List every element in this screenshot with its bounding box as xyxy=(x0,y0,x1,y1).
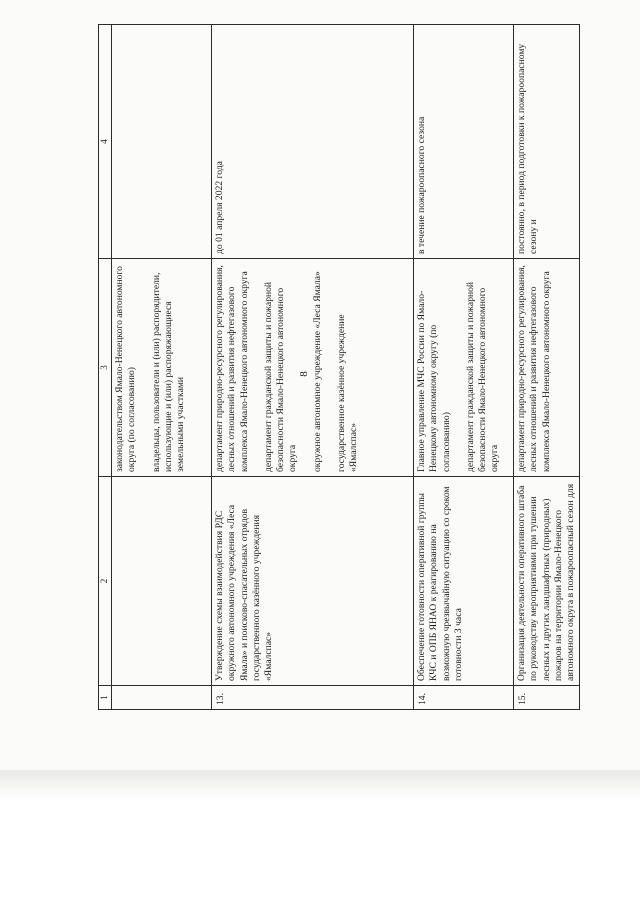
row-deadline: постоянно, в период подготовки к пожароопасному сезону и xyxy=(514,25,580,259)
executor-text: Главное управление МЧС России по Ямало-Ненецкому автономному округу (по согласованию) xyxy=(416,290,452,472)
executor-text: окружное автономное учреждение «Леса Ямала» xyxy=(311,271,323,472)
row-task xyxy=(112,477,212,686)
column-header-2: 2 xyxy=(99,477,112,686)
table-row xyxy=(212,25,414,710)
row-executors xyxy=(212,259,414,477)
row-deadline: в течение пожароопасного сезона xyxy=(414,25,514,259)
executor-text: департамент гражданской защиты и пожарной безопасности Ямало-Ненецкого автономного округа xyxy=(464,281,501,472)
table-header-row xyxy=(99,25,112,710)
executor-text: департамент природно-ресурсного регулирования, лесных отношений и развития нефтегазового комплекса Ямало-Ненецкого автономного округа xyxy=(214,265,250,472)
row-task: Обеспечение готовности оперативной группы КЧС и ОПБ ЯНАО к реагированию на возможную чрезвычайную ситуацию со сроком готовности 3 часа xyxy=(414,477,514,686)
table-row xyxy=(414,25,514,710)
row-number: 14. xyxy=(414,686,514,710)
row-number: 13. xyxy=(212,686,414,710)
row-executors xyxy=(414,259,514,477)
row-executors xyxy=(514,259,580,477)
executor-text: законодательством Ямало-Ненецкого автономного округа (по согласованию) xyxy=(114,266,138,472)
executor-text: владельцы, пользователи и (или) распорядители, использующие и (или) распоряжающиеся земельными участками xyxy=(150,272,187,472)
page-number: 8 xyxy=(298,371,310,377)
row-number: 15. xyxy=(514,686,580,710)
row-deadline xyxy=(112,25,212,259)
column-header-3: 3 xyxy=(99,259,112,477)
row-executors xyxy=(112,259,212,477)
scan-margin xyxy=(0,770,640,905)
executor-text: государственное казённое учреждение «Ямалспас» xyxy=(335,314,360,472)
measures-table xyxy=(98,24,580,710)
table-row xyxy=(514,25,580,710)
table-row xyxy=(112,25,212,710)
column-header-4: 4 xyxy=(99,25,112,259)
row-number xyxy=(112,686,212,710)
executor-text: департамент гражданской защиты и пожарной безопасности Ямало-Ненецкого автономного округа xyxy=(262,281,299,472)
row-deadline: до 01 апреля 2022 года xyxy=(212,25,414,259)
row-task: Утверждение схемы взаимодействия РДС окружного автономного учреждения «Леса Ямала» и поисково-спасательных отрядов государственного казённого учреждения «Ямалспас» xyxy=(212,477,414,686)
executor-text: департамент природно-ресурсного регулирования, лесных отношений и развития нефтегазового комплекса Ямало-Ненецкого автономного округа xyxy=(516,265,552,472)
column-header-1: 1 xyxy=(99,686,112,710)
table-container xyxy=(98,25,577,710)
row-task: Организация деятельности оперативного штаба по руководству мероприятиями при тушении лесных и других ландшафтных (природных) пожаров на территории Ямало-Ненецкого автономного округа в пожароопасный сезон для xyxy=(514,477,580,686)
